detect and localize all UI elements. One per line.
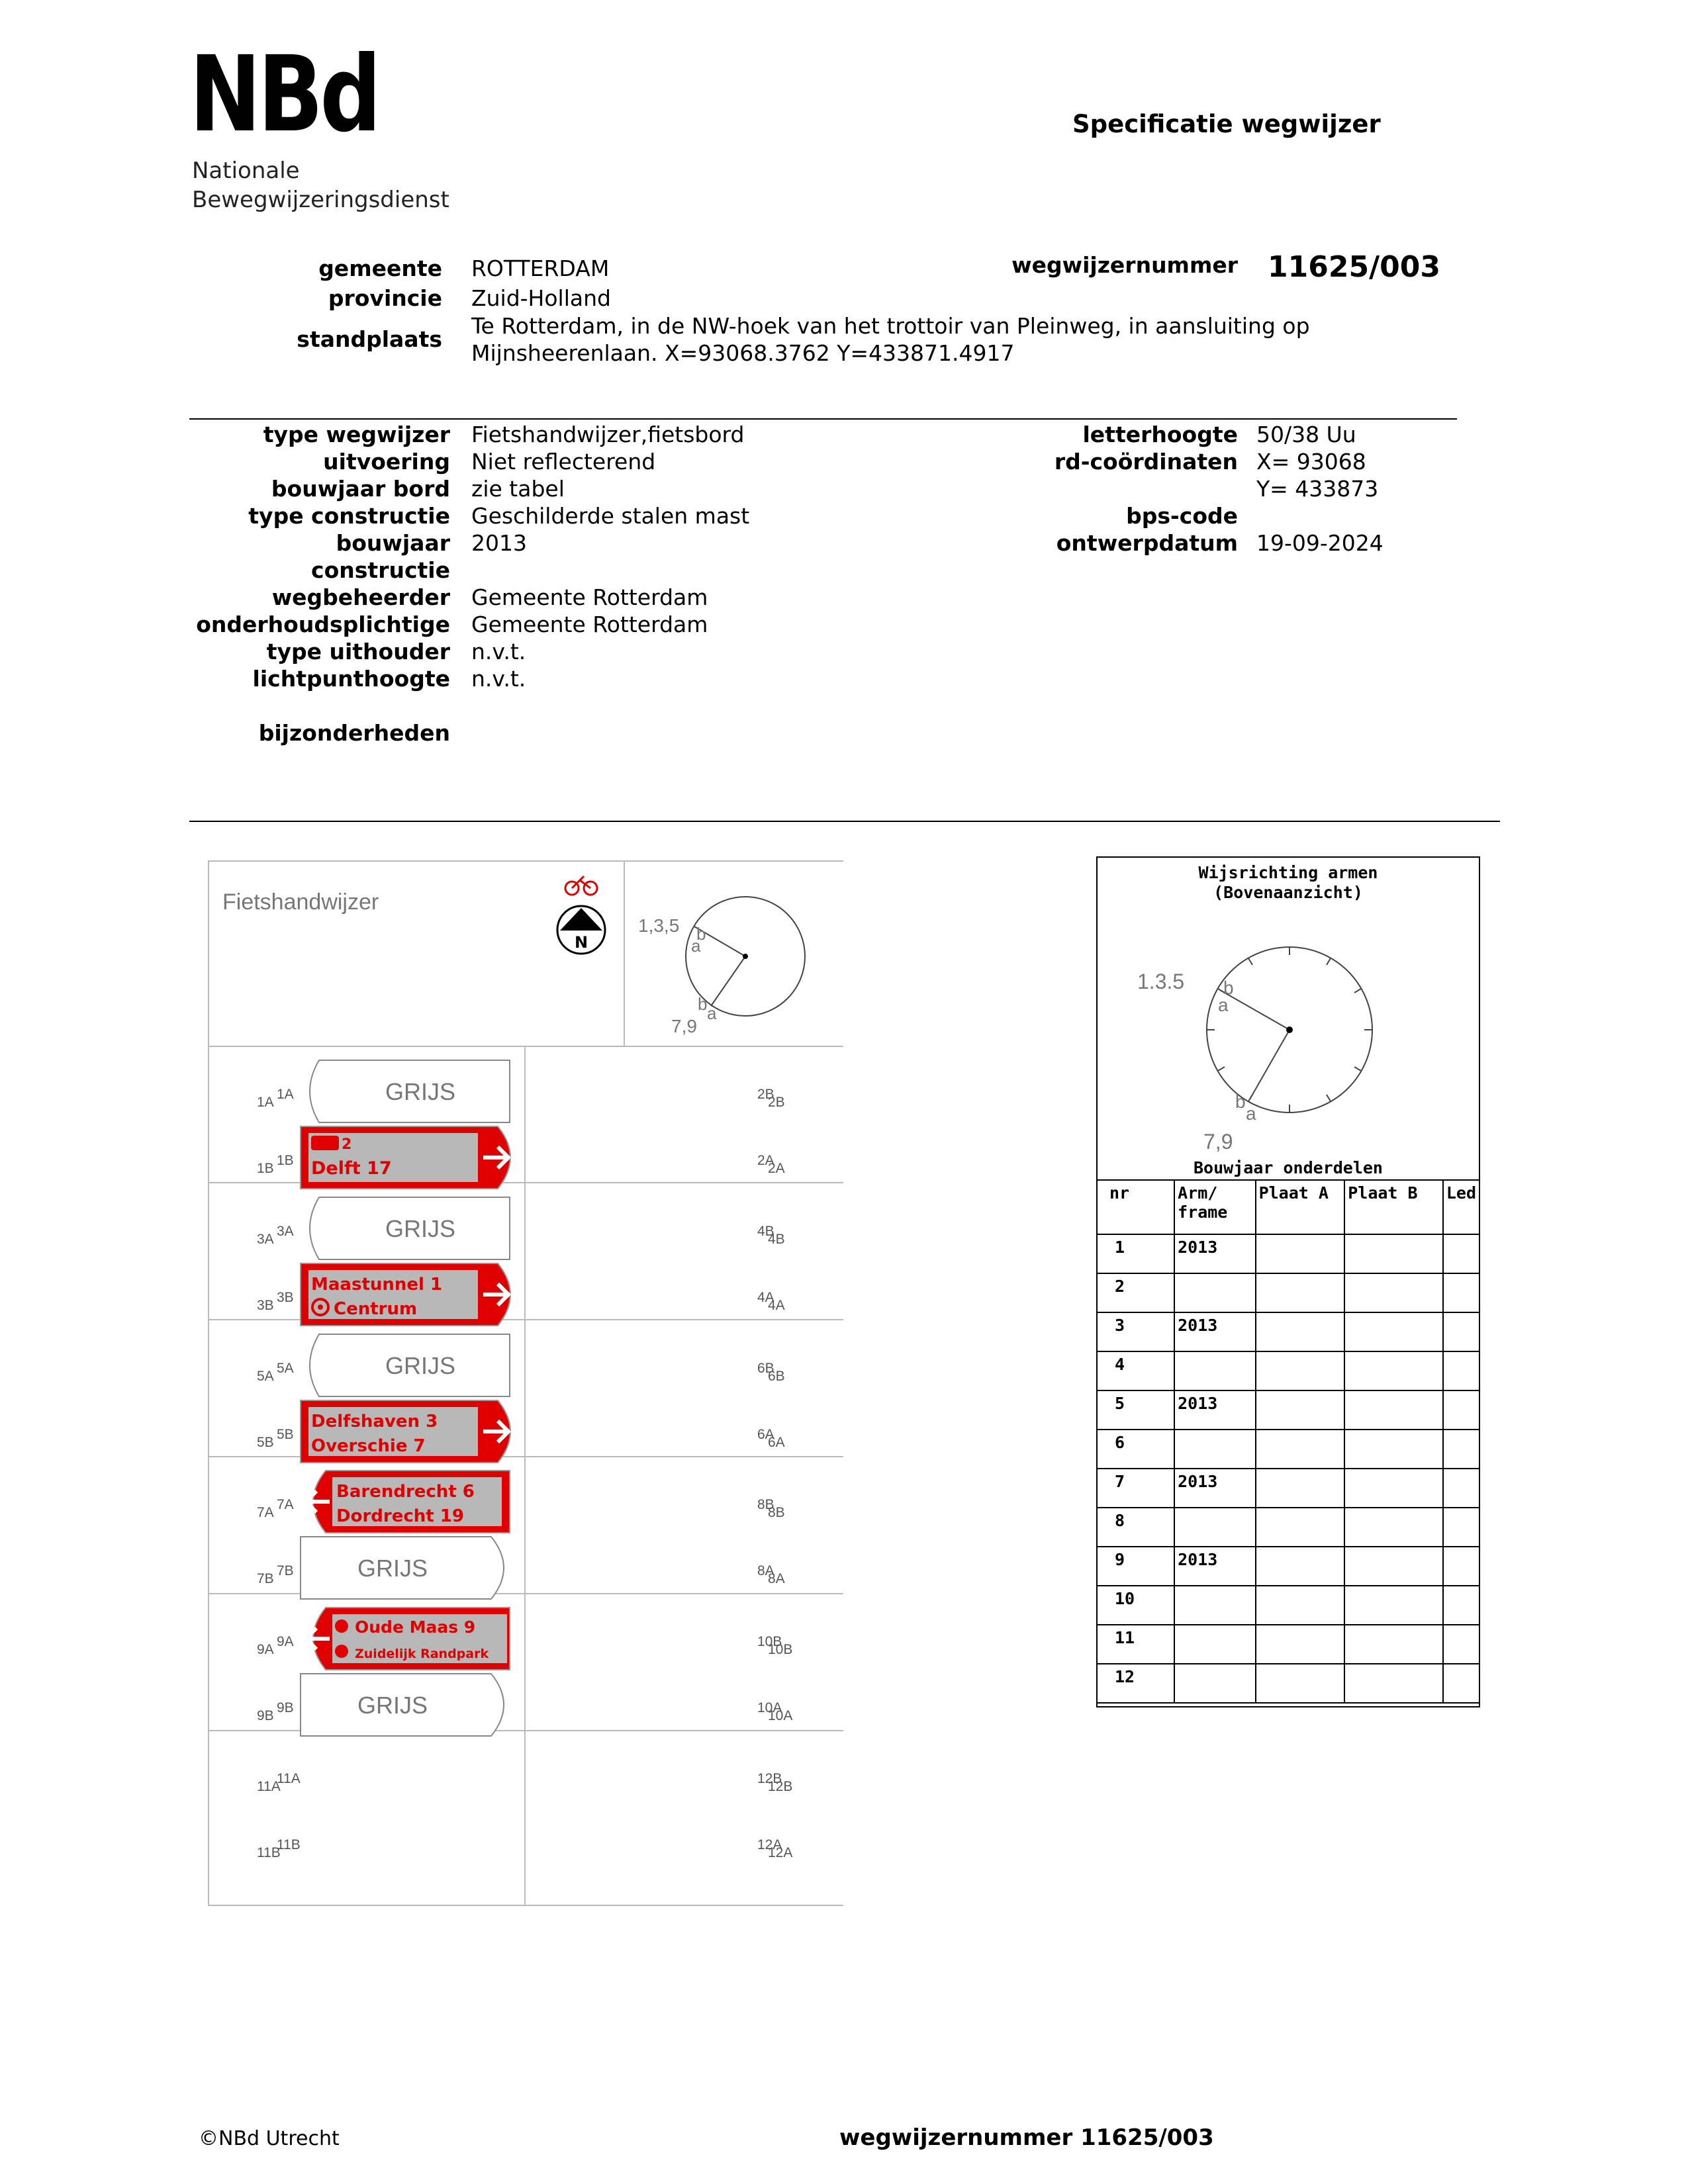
row-arm: 2013: [1174, 1312, 1255, 1351]
table-title: Bouwjaar onderdelen: [1194, 1158, 1383, 1177]
onderhoudsplichtige-value: Gemeente Rotterdam: [471, 612, 708, 637]
row-arm: 2013: [1174, 1234, 1255, 1273]
slot-label-left-alt: 9A: [277, 1634, 294, 1649]
arm-5b-line1: Delfshaven 3: [311, 1412, 438, 1432]
row-plaat-a: [1256, 1351, 1345, 1390]
slot-label-left-alt: 11B: [277, 1837, 301, 1852]
row-nr: 4: [1097, 1351, 1174, 1390]
gemeente-value: ROTTERDAM: [471, 255, 610, 281]
row-led: [1443, 1430, 1479, 1469]
arm-1b-badge: 2: [342, 1136, 352, 1153]
row-led: [1443, 1664, 1479, 1703]
direction-title-line1: Wijsrichting armen: [1198, 863, 1378, 882]
row-nr: 5: [1097, 1390, 1174, 1430]
slot-label-right: 12B: [757, 1771, 782, 1786]
type-uithouder-label: type uithouder: [266, 639, 450, 664]
north-label: N: [574, 933, 588, 952]
slot-label-left-alt: 7A: [277, 1497, 294, 1512]
slot-label-right: 12A: [757, 1837, 782, 1852]
slot-label-left: 9A: [257, 1642, 274, 1657]
provincie-value: Zuid-Holland: [471, 285, 611, 311]
arm-9b-text: GRIJS: [357, 1692, 428, 1719]
small-dial-left-label: 1,3,5: [638, 915, 680, 936]
row-plaat-a: [1256, 1390, 1345, 1430]
row-plaat-b: [1344, 1469, 1443, 1508]
small-dial-b2: b: [698, 994, 708, 1014]
table-row: [1097, 1390, 1479, 1430]
table-row: [1097, 1547, 1479, 1586]
sign-type-title: Fietshandwijzer: [222, 889, 379, 915]
slot-label-right-alt: 4B: [768, 1232, 785, 1247]
row-arm: [1174, 1586, 1255, 1625]
row-led: [1443, 1625, 1479, 1664]
large-dial-b: b: [1223, 978, 1234, 998]
slot-label-right: 8A: [757, 1563, 774, 1578]
arm-5b-red: [299, 1399, 524, 1465]
spacer: [980, 475, 1238, 502]
arm-3a-grey: [299, 1196, 524, 1262]
arm-9a-line1: Oude Maas 9: [355, 1617, 476, 1637]
arm-9a-line2: Zuidelijk Randpark: [355, 1647, 489, 1661]
table-row: [1097, 1664, 1479, 1703]
lichtpunthoogte-value: n.v.t.: [471, 666, 526, 692]
org-line2: Bewegwijzeringsdienst: [192, 187, 449, 213]
type-constructie-label: type constructie: [248, 503, 450, 529]
row-plaat-b: [1344, 1312, 1443, 1351]
arm-1b-red: [299, 1125, 524, 1191]
row-arm: [1174, 1351, 1255, 1390]
spec-values: [471, 421, 935, 692]
uitvoering-value: Niet reflecterend: [471, 449, 656, 475]
arm-5b-line2: Overschie 7: [311, 1436, 426, 1456]
row-nr: 8: [1097, 1508, 1174, 1547]
row-plaat-a: [1256, 1664, 1345, 1703]
slot-label-right-alt: 8A: [768, 1571, 785, 1586]
col-arm: [1174, 1180, 1255, 1234]
row-led: [1443, 1234, 1479, 1273]
table-row: [1097, 1508, 1479, 1547]
right-panel: [1096, 856, 1480, 1707]
row-arm: 2013: [1174, 1547, 1255, 1586]
table-row: [1097, 1234, 1479, 1273]
slot-label-right-alt: 4A: [768, 1298, 785, 1313]
spacer: [471, 557, 935, 584]
sign-panel: [208, 860, 843, 1906]
row-led: [1443, 1312, 1479, 1351]
bouwjaar-bord-value: zie tabel: [471, 476, 565, 502]
row-nr: 7: [1097, 1469, 1174, 1508]
footer-copyright: ©NBd Utrecht: [199, 2127, 340, 2150]
arm-1a-text: GRIJS: [385, 1078, 456, 1105]
slot-label-left: 9B: [257, 1708, 274, 1723]
row-nr: 11: [1097, 1625, 1174, 1664]
row-nr: 9: [1097, 1547, 1174, 1586]
col-plaat-b: Plaat B: [1344, 1180, 1443, 1234]
slot-label-right-alt: 10B: [768, 1642, 793, 1657]
row-arm: 2013: [1174, 1390, 1255, 1430]
slot-label-left: 5A: [257, 1369, 274, 1384]
row-plaat-a: [1256, 1234, 1345, 1273]
gemeente-label: gemeente: [318, 255, 442, 281]
type-wegwijzer-value: Fietshandwijzer,fietsbord: [471, 422, 745, 447]
row-led: [1443, 1273, 1479, 1312]
type-wegwijzer-label: type wegwijzer: [263, 422, 450, 447]
slot-label-left-alt: 1A: [277, 1087, 294, 1102]
row-arm: [1174, 1273, 1255, 1312]
document-title: Specificatie wegwijzer: [1072, 110, 1381, 138]
org-line1: Nationale: [192, 158, 300, 184]
row-plaat-b: [1344, 1547, 1443, 1586]
slot-label-right-alt: 12A: [768, 1845, 793, 1860]
large-dial-a: a: [1218, 995, 1229, 1015]
divider-bottom: [189, 821, 1500, 822]
arm-3b-line1: Maastunnel 1: [311, 1275, 443, 1295]
arm-9a-red: [299, 1606, 524, 1672]
row-arm: 2013: [1174, 1469, 1255, 1508]
slot-label-right-alt: 2B: [768, 1095, 785, 1110]
slot-label-left-alt: 7B: [277, 1563, 294, 1578]
arm-9b-grey: [299, 1672, 524, 1739]
slot-label-left-alt: 3A: [277, 1224, 294, 1239]
standplaats-label: standplaats: [297, 326, 442, 352]
wegwijzernummer-value: 11625/003: [1268, 250, 1440, 284]
col-nr: nr: [1097, 1180, 1174, 1234]
letterhoogte-value: 50/38 Uu: [1256, 422, 1356, 447]
direction-title: [1098, 863, 1479, 903]
slot-label-right-alt: 6A: [768, 1435, 785, 1450]
row-plaat-b: [1344, 1586, 1443, 1625]
arm-1a-grey: [299, 1059, 524, 1125]
row-plaat-a: [1256, 1273, 1345, 1312]
bike-north-icon: [552, 874, 612, 960]
slot-label-right-alt: 12B: [768, 1779, 793, 1794]
large-dial-left-label: 1.3.5: [1137, 970, 1185, 993]
slot-label-left-alt: 5A: [277, 1361, 294, 1376]
row-nr: 2: [1097, 1273, 1174, 1312]
slot-label-right-alt: 2A: [768, 1161, 785, 1176]
row-plaat-a: [1256, 1469, 1345, 1508]
row-nr: 6: [1097, 1430, 1174, 1469]
spec-labels-right: [980, 421, 1238, 557]
rd-y-value: Y= 433873: [1256, 476, 1379, 502]
row-plaat-a: [1256, 1586, 1345, 1625]
slot-label-left: 7B: [257, 1571, 274, 1586]
slot-label-left-alt: 1B: [277, 1153, 294, 1168]
table-row: [1097, 1625, 1479, 1664]
small-dial-bottom-label: 7,9: [671, 1016, 697, 1036]
slot-label-left-alt: 11A: [277, 1771, 301, 1786]
slot-label-left: 1B: [257, 1161, 274, 1176]
row-plaat-b: [1344, 1625, 1443, 1664]
small-dial-a2: a: [707, 1003, 717, 1023]
row-plaat-b: [1344, 1351, 1443, 1390]
table-row: [1097, 1312, 1479, 1351]
slot-label-right: 4B: [757, 1224, 774, 1239]
row-plaat-b: [1344, 1430, 1443, 1469]
spec-values-right: [1256, 421, 1455, 557]
arm-7a-line1: Barendrecht 6: [336, 1482, 475, 1502]
slot-label-left: 7A: [257, 1505, 274, 1520]
row-nr: 10: [1097, 1586, 1174, 1625]
slot-label-right: 2B: [757, 1087, 774, 1102]
row-plaat-b: [1344, 1664, 1443, 1703]
slot-label-left: 3A: [257, 1232, 274, 1247]
direction-title-line2: (Bovenaanzicht): [1213, 883, 1363, 902]
slot-label-right: 10B: [757, 1634, 782, 1649]
type-uithouder-value: n.v.t.: [471, 639, 526, 664]
bijzonderheden-label: bijzonderheden: [258, 720, 450, 746]
large-dial-b2: b: [1235, 1091, 1246, 1112]
slot-label-right: 6B: [757, 1361, 774, 1376]
small-direction-dial: [632, 874, 837, 1039]
slot-label-right: 4A: [757, 1290, 774, 1305]
arm-5a-text: GRIJS: [385, 1352, 456, 1379]
row-nr: 3: [1097, 1312, 1174, 1351]
nbd-logo: NBd: [189, 34, 379, 156]
row-arm: [1174, 1664, 1255, 1703]
row-arm: [1174, 1508, 1255, 1547]
slot-label-right-alt: 8B: [768, 1505, 785, 1520]
wegbeheerder-label: wegbeheerder: [271, 584, 450, 610]
table-row: [1097, 1273, 1479, 1312]
slot-label-right: 6A: [757, 1427, 774, 1442]
row-plaat-a: [1256, 1547, 1345, 1586]
row-plaat-b: [1344, 1390, 1443, 1430]
table-row: [1097, 1351, 1479, 1390]
row-led: [1443, 1351, 1479, 1390]
constructie-label: constructie: [311, 557, 450, 583]
letterhoogte-label: letterhoogte: [1082, 422, 1238, 447]
row-nr: 1: [1097, 1234, 1174, 1273]
small-dial-a: a: [691, 936, 701, 956]
large-dial-bottom-label: 7,9: [1203, 1130, 1233, 1154]
large-direction-dial: [1137, 937, 1442, 1156]
arm-3b-red: [299, 1262, 524, 1328]
standplaats-value: [471, 312, 1310, 367]
arm-7b-grey: [299, 1535, 524, 1602]
spec-labels: [165, 421, 450, 747]
arm-1b-line1: Delft 17: [311, 1158, 392, 1179]
row-plaat-b: [1344, 1234, 1443, 1273]
row-led: [1443, 1469, 1479, 1508]
ontwerpdatum-label: ontwerpdatum: [1056, 530, 1238, 556]
divider-top: [189, 418, 1457, 420]
small-dial-b: b: [696, 924, 706, 944]
wegbeheerder-value: Gemeente Rotterdam: [471, 584, 708, 610]
slot-label-left-alt: 9B: [277, 1700, 294, 1715]
rd-x-value: X= 93068: [1256, 449, 1366, 475]
arm-7a-red: [299, 1469, 524, 1535]
col-led: Led: [1443, 1180, 1479, 1234]
row-led: [1443, 1390, 1479, 1430]
arm-3a-text: GRIJS: [385, 1215, 456, 1242]
row-arm: [1174, 1625, 1255, 1664]
rd-label: rd-coördinaten: [1054, 449, 1238, 475]
provincie-label: provincie: [328, 285, 442, 311]
type-constructie-value: Geschilderde stalen mast: [471, 503, 750, 529]
org-name: [192, 156, 449, 214]
slot-label-right: 2A: [757, 1153, 774, 1168]
slot-label-left: 3B: [257, 1298, 274, 1313]
row-plaat-b: [1344, 1273, 1443, 1312]
bouwjaar-constructie-value: 2013: [471, 530, 527, 556]
col-plaat-a: Plaat A: [1256, 1180, 1345, 1234]
row-arm: [1174, 1430, 1255, 1469]
bps-label: bps-code: [1126, 503, 1238, 529]
table-row: [1097, 1469, 1479, 1508]
bouwjaar-bord-label: bouwjaar bord: [271, 476, 450, 502]
slot-label-left: 1A: [257, 1095, 274, 1110]
col-arm-line2: frame: [1178, 1203, 1228, 1222]
year-table: [1096, 1179, 1480, 1704]
row-plaat-a: [1256, 1312, 1345, 1351]
ontwerpdatum-value: 19-09-2024: [1256, 530, 1383, 556]
arm-7b-text: GRIJS: [357, 1555, 428, 1582]
onderhoudsplichtige-label: onderhoudsplichtige: [196, 612, 450, 637]
bps-value: [1256, 502, 1455, 529]
slot-label-left: 5B: [257, 1435, 274, 1450]
slot-label-right: 10A: [757, 1700, 782, 1715]
slot-label-left: 11A: [257, 1779, 281, 1794]
row-plaat-a: [1256, 1430, 1345, 1469]
slot-label-left: 11B: [257, 1845, 281, 1860]
table-row: [1097, 1586, 1479, 1625]
arm-7a-line2: Dordrecht 19: [336, 1506, 464, 1526]
row-led: [1443, 1586, 1479, 1625]
slot-label-right: 8B: [757, 1497, 774, 1512]
footer-number: wegwijzernummer 11625/003: [839, 2124, 1214, 2151]
row-plaat-a: [1256, 1508, 1345, 1547]
arm-5a-grey: [299, 1333, 524, 1399]
row-plaat-a: [1256, 1625, 1345, 1664]
row-plaat-b: [1344, 1508, 1443, 1547]
table-row: [1097, 1430, 1479, 1469]
uitvoering-label: uitvoering: [323, 449, 450, 475]
wegwijzernummer-label: wegwijzernummer: [1011, 252, 1238, 278]
large-dial-a2: a: [1246, 1103, 1256, 1124]
col-arm-line1: Arm/: [1178, 1183, 1218, 1203]
lichtpunthoogte-label: lichtpunthoogte: [252, 666, 450, 692]
slot-label-right-alt: 6B: [768, 1369, 785, 1384]
bouwjaar-label: bouwjaar: [336, 530, 450, 556]
row-nr: 12: [1097, 1664, 1174, 1703]
arm-3b-line2: Centrum: [334, 1299, 418, 1319]
year-table-body: [1097, 1234, 1479, 1703]
row-led: [1443, 1547, 1479, 1586]
slot-label-right-alt: 10A: [768, 1708, 793, 1723]
slot-label-left-alt: 5B: [277, 1427, 294, 1442]
standplaats-line2: Mijnsheerenlaan. X=93068.3762 Y=433871.4917: [471, 340, 1015, 366]
slot-label-left-alt: 3B: [277, 1290, 294, 1305]
standplaats-line1: Te Rotterdam, in de NW-hoek van het trottoir van Pleinweg, in aansluiting op: [471, 313, 1310, 339]
row-led: [1443, 1508, 1479, 1547]
